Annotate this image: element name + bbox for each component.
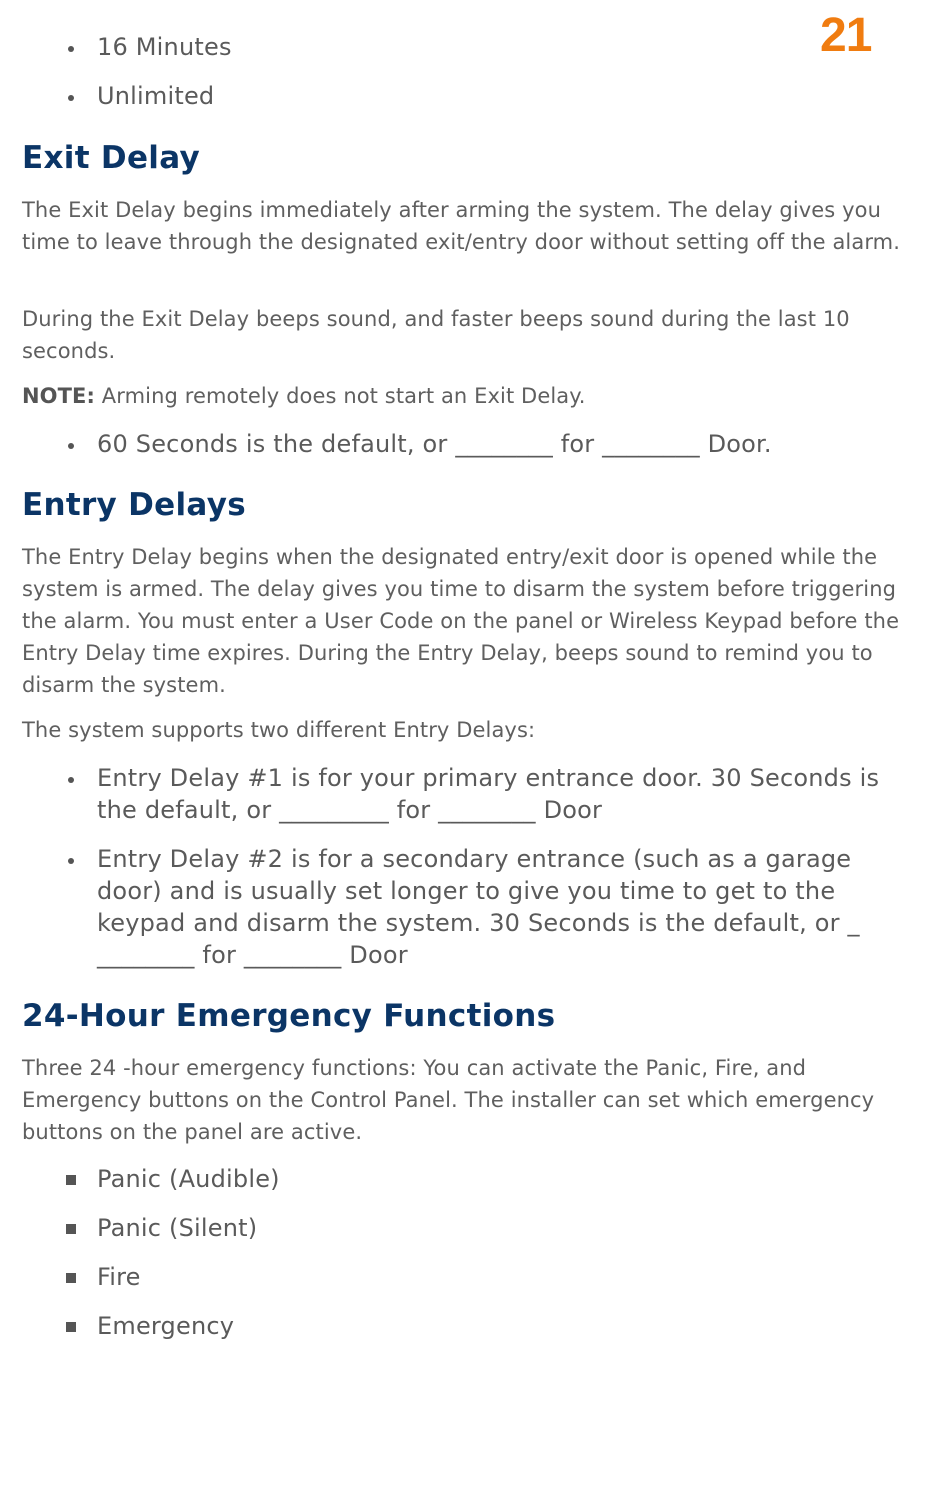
bullet-dot-icon — [68, 777, 74, 783]
exit-delay-paragraph-1: The Exit Delay begins immediately after arming the system. The delay gives you time to leave through the designated exit/entry door without setting off the alarm. — [22, 198, 901, 254]
list-item: Panic (Audible) — [22, 1163, 902, 1195]
list-item: 60 Seconds is the default, or ________ for ________ Door. — [22, 428, 902, 460]
list-item: 16 Minutes — [22, 31, 902, 63]
section-title-entry-delays: Entry Delays — [22, 487, 246, 523]
list-item: Panic (Silent) — [22, 1212, 902, 1244]
bullet-dot-icon — [68, 443, 74, 449]
exit-delay-note — [22, 380, 902, 412]
top-bullet-list — [22, 31, 902, 112]
section-title-exit-delay: Exit Delay — [22, 140, 200, 176]
list-item: Fire — [22, 1261, 902, 1293]
section-title-emergency-functions: 24-Hour Emergency Functions — [22, 998, 556, 1034]
entry-delays-paragraph-2: The system supports two different Entry Delays: — [22, 718, 536, 742]
list-item: Unlimited — [22, 80, 902, 112]
emergency-bullet-list — [22, 1163, 902, 1342]
bullet-dot-icon — [68, 95, 74, 101]
bullet-dot-icon — [68, 46, 74, 52]
bullet-square-icon — [66, 1322, 76, 1332]
list-item: Entry Delay #2 is for a secondary entrance (such as a garage door) and is usually set longer to give you time to get to the keypad and disarm the system. 30 Seconds is the default, or _ ________ for ________ Door — [22, 843, 902, 971]
note-text: Arming remotely does not start an Exit Delay. — [95, 384, 586, 408]
bullet-dot-icon — [68, 858, 74, 864]
note-label: NOTE: — [22, 384, 95, 408]
page-number: 21 — [820, 9, 872, 62]
exit-delay-paragraph-2: During the Exit Delay beeps sound, and faster beeps sound during the last 10 seconds. — [22, 307, 850, 363]
emergency-paragraph-1: Three 24 -hour emergency functions: You can activate the Panic, Fire, and Emergency buttons on the Control Panel. The installer can set which emergency buttons on the panel are active. — [22, 1056, 875, 1144]
bullet-square-icon — [66, 1175, 76, 1185]
bullet-square-icon — [66, 1224, 76, 1234]
list-item: Entry Delay #1 is for your primary entrance door. 30 Seconds is the default, or _________ for ________ Door — [22, 762, 902, 826]
exit-delay-bullet-list — [22, 428, 902, 460]
list-item: Emergency — [22, 1310, 902, 1342]
bullet-square-icon — [66, 1273, 76, 1283]
entry-delays-bullet-list — [22, 762, 902, 971]
entry-delays-paragraph-1: The Entry Delay begins when the designated entry/exit door is opened while the system is armed. The delay gives you time to disarm the system before triggering the alarm. You must enter a User Code on the panel or Wireless Keypad before the Entry Delay time expires. During the Entry Delay, beeps sound to remind you to disarm the system. — [22, 545, 900, 697]
